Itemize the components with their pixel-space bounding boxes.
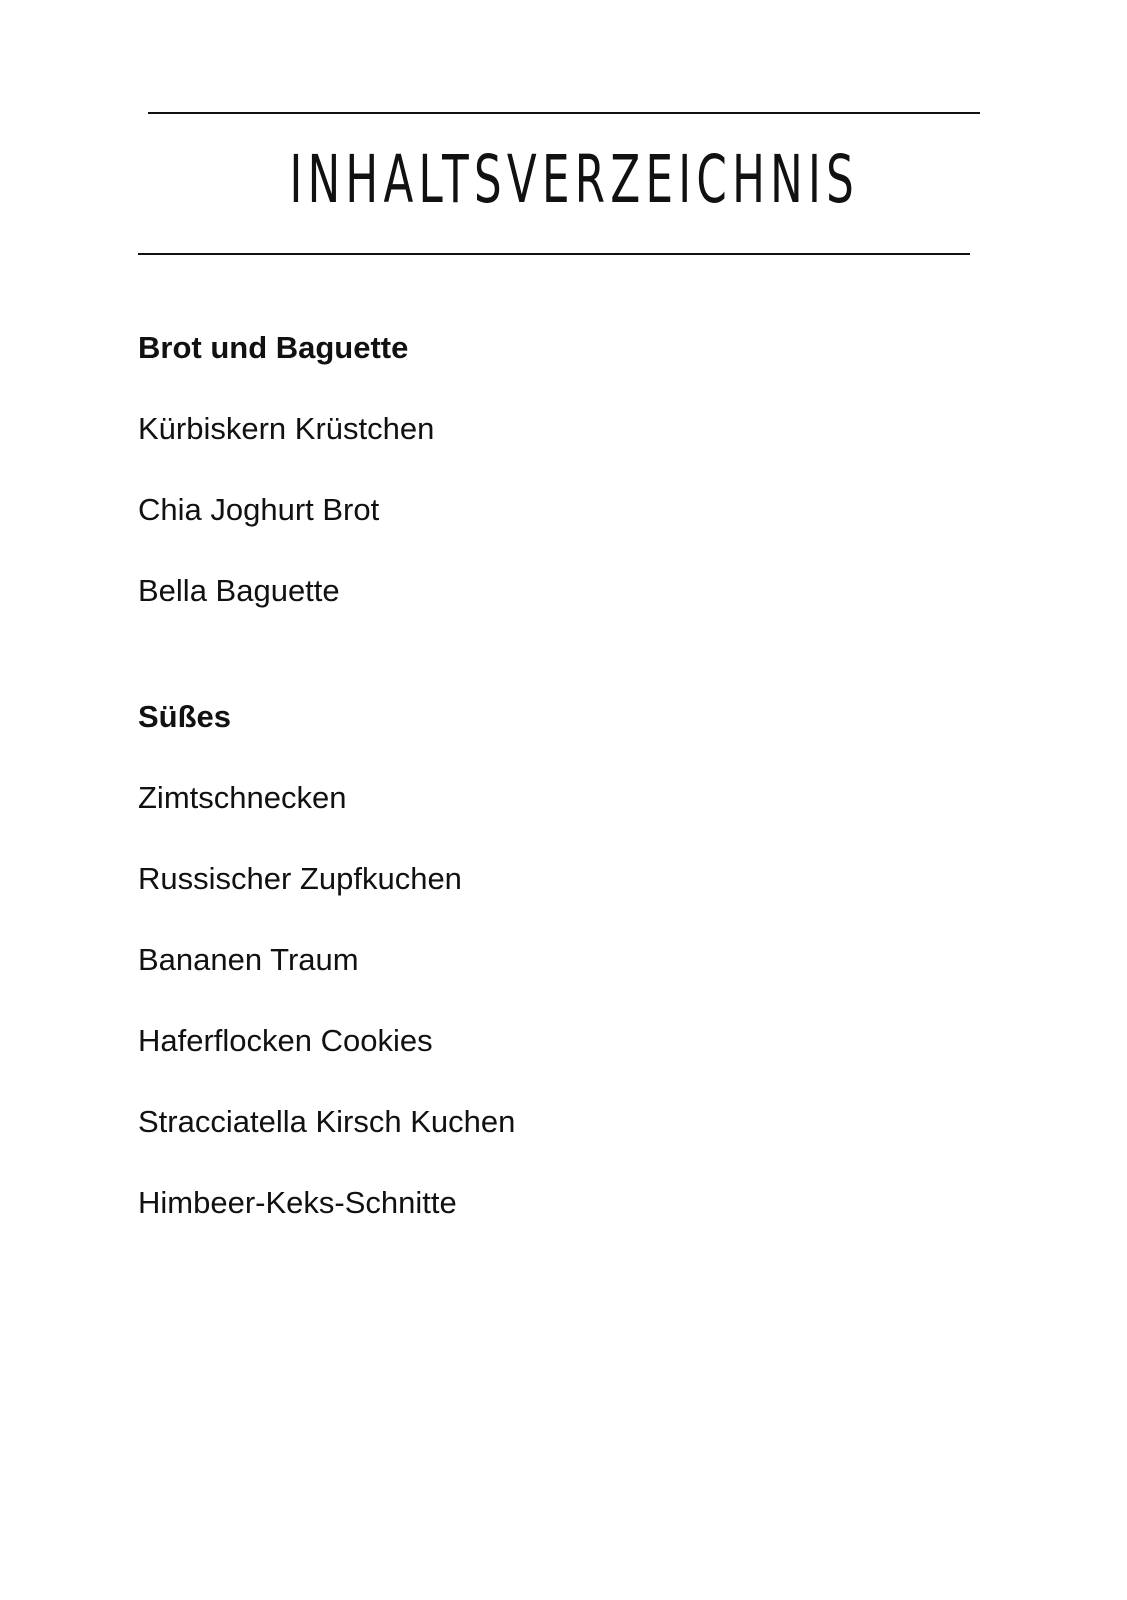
page-title: INHALTSVERZEICHNIS	[289, 141, 860, 218]
toc-entry: Bananen Traum	[138, 942, 359, 977]
section-heading: Brot und Baguette	[138, 330, 409, 365]
toc-entry: Kürbiskern Krüstchen	[138, 411, 435, 446]
section-heading: Süßes	[138, 699, 232, 734]
title-bottom-rule	[138, 253, 970, 255]
toc-section-suesses	[138, 694, 1038, 1225]
toc-entry: Zimtschnecken	[138, 780, 347, 815]
toc-entry: Stracciatella Kirsch Kuchen	[138, 1104, 516, 1139]
section-entry-list	[138, 775, 1038, 1225]
toc-entry: Himbeer-Keks-Schnitte	[138, 1185, 457, 1220]
section-entry-list	[138, 406, 1038, 613]
toc-entry: Chia Joghurt Brot	[138, 492, 380, 527]
toc-section-brot-und-baguette	[138, 325, 1038, 613]
toc-entry: Bella Baguette	[138, 573, 340, 608]
title-top-rule	[148, 112, 980, 114]
table-of-contents	[138, 325, 1038, 1225]
toc-entry: Russischer Zupfkuchen	[138, 861, 462, 896]
toc-entry: Haferflocken Cookies	[138, 1023, 433, 1058]
